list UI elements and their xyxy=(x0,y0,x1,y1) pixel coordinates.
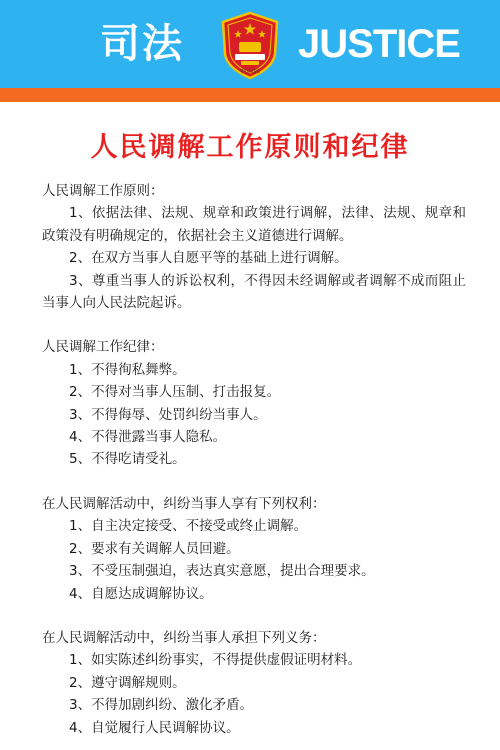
section-heading: 在人民调解活动中，纠纷当事人享有下列权利： xyxy=(42,495,326,512)
header-title-en: JUSTICE xyxy=(298,22,460,66)
list-item: 2、要求有关调解人员回避。 xyxy=(69,540,240,557)
section-heading: 人民调解工作纪律： xyxy=(42,339,164,356)
list-item: 2、在双方当事人自愿平等的基础上进行调解。 xyxy=(69,250,348,267)
list-item: 4、自觉履行人民调解协议。 xyxy=(69,719,240,736)
document-title: 人民调解工作原则和纪律 xyxy=(90,132,410,163)
list-item: 1、依据法律、法规、规章和政策进行调解，法律、法规、规章和政策没有明确规定的，依据社会主义道德进行调解。 xyxy=(42,205,466,244)
section-heading: 人民调解工作原则： xyxy=(42,183,164,199)
emblem-caption: 中国司法 xyxy=(239,69,260,75)
section-rights xyxy=(42,493,466,605)
list-item: 3、不受压制强迫，表达真实意愿，提出合理要求。 xyxy=(69,563,375,580)
list-item: 1、不得徇私舞弊。 xyxy=(69,361,186,378)
section-principles xyxy=(42,180,466,314)
section-obligations xyxy=(42,627,466,739)
list-item: 1、自主决定接受、不接受或终止调解。 xyxy=(69,518,308,535)
header-stripe xyxy=(0,88,500,102)
list-item: 1、如实陈述纠纷事实，不得提供虚假证明材料。 xyxy=(69,652,362,669)
document-body xyxy=(42,180,466,739)
section-heading: 在人民调解活动中，纠纷当事人承担下列义务： xyxy=(42,629,326,646)
list-item: 3、不得侮辱、处罚纠纷当事人。 xyxy=(69,406,267,423)
justice-emblem-icon xyxy=(215,10,285,82)
list-item: 2、不得对当事人压制、打击报复。 xyxy=(69,384,281,401)
list-item: 2、遵守调解规则。 xyxy=(69,674,186,691)
list-item: 5、不得吃请受礼。 xyxy=(69,451,186,468)
section-discipline xyxy=(42,336,466,470)
header-title-cn: 司法 xyxy=(100,21,184,67)
list-item: 3、尊重当事人的诉讼权利，不得因未经调解或者调解不成而阻止当事人向人民法院起诉。 xyxy=(42,272,466,312)
list-item: 4、自愿达成调解协议。 xyxy=(69,585,213,602)
list-item: 4、不得泄露当事人隐私。 xyxy=(69,429,227,446)
list-item: 3、不得加剧纠纷、激化矛盾。 xyxy=(69,697,254,714)
